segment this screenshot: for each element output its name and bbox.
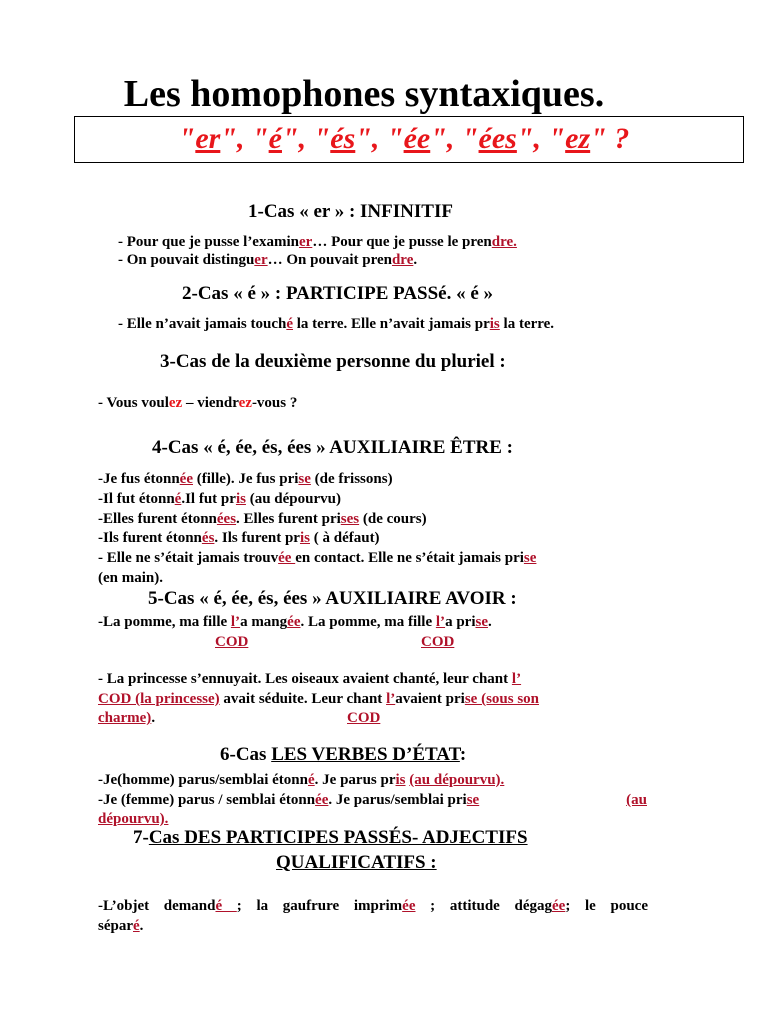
text: -La pomme, ma fille <box>98 614 231 630</box>
text: . <box>413 252 418 268</box>
section-5-line-4 <box>98 708 155 728</box>
section-4-heading: 4-Cas « é, ée, és, ées » AUXILIAIRE ÊTRE : <box>152 437 513 458</box>
text: . <box>487 614 492 630</box>
text: a pri <box>445 614 476 630</box>
ending: is <box>299 530 310 546</box>
form-e: é <box>268 122 282 155</box>
text: sépar <box>98 918 133 934</box>
text: -Ils furent étonn <box>98 530 202 546</box>
section-6-line-3: dépourvu). <box>98 811 169 827</box>
ending: ez <box>168 395 183 411</box>
text: – viendr <box>182 395 239 411</box>
form-es: és <box>330 122 356 155</box>
text: (de frissons) <box>310 471 393 487</box>
cod-phrase: COD (la princesse) <box>98 691 220 707</box>
section-3-line-1 <box>98 393 297 413</box>
quote: ", " <box>430 122 479 155</box>
text: … Pour que je pusse le pren <box>312 234 492 250</box>
text: avait séduite. Leur chant <box>219 691 387 707</box>
section-6-heading <box>220 744 466 766</box>
text: 7- <box>133 827 149 848</box>
section-7-line-1 <box>98 896 648 916</box>
text: . Je parus/semblai pri <box>328 792 467 808</box>
quote: " ? <box>590 122 630 155</box>
text: - Elle ne s’était jamais trouv <box>98 550 279 566</box>
text: en contact. Elle ne s’était jamais pri <box>295 550 524 566</box>
text: - Elle n’avait jamais touch <box>118 316 287 332</box>
ending: dre. <box>491 234 517 250</box>
text: . Je parus pr <box>314 772 396 788</box>
ending: ses <box>340 511 360 527</box>
ending: er <box>298 234 313 250</box>
text: la terre. Elle n’avait jamais pr <box>293 316 490 332</box>
text: . Ils furent pr <box>214 530 300 546</box>
section-4-line-6: (en main). <box>98 570 163 586</box>
section-4-line-3 <box>98 509 427 529</box>
ending: se <box>475 614 488 630</box>
section-6-line-1 <box>98 770 504 790</box>
ending: dre <box>391 252 414 268</box>
ending: ée <box>402 898 416 914</box>
text: - On pouvait distingu <box>118 252 255 268</box>
pronoun: l’ <box>386 691 396 707</box>
ending: ée <box>287 614 301 630</box>
section-7-line-2 <box>98 916 143 936</box>
pronoun: l’ <box>435 614 446 630</box>
text: (fille). Je fus pri <box>193 471 299 487</box>
text: -L’objet demand <box>98 898 216 914</box>
cod-label: COD <box>347 710 381 726</box>
text: -vous ? <box>251 395 298 411</box>
section-1-line-2 <box>118 250 417 270</box>
text: -Elles furent étonn <box>98 511 217 527</box>
ending: é <box>308 772 315 788</box>
text: avaient pri <box>395 691 465 707</box>
text: -Je(homme) parus/semblai étonn <box>98 772 308 788</box>
text: . Elles furent pri <box>236 511 341 527</box>
section-6-line-2 <box>98 790 647 810</box>
text: ; la gaufrure imprim <box>236 898 403 914</box>
section-4-line-5 <box>98 548 648 568</box>
form-ee: ée <box>403 122 431 155</box>
text: charme) <box>98 710 152 726</box>
ending: is <box>235 491 246 507</box>
section-1-line-1 <box>118 232 517 252</box>
ending: se <box>523 550 537 566</box>
ending: se (sous son <box>464 691 540 707</box>
text: . <box>139 918 144 934</box>
quote: ", " <box>355 122 404 155</box>
quote: ", " <box>281 122 331 155</box>
ending: is <box>489 316 500 332</box>
section-7-heading-line-1 <box>133 827 528 849</box>
section-2-heading: 2-Cas « é » : PARTICIPE PASSé. « é » <box>182 283 494 304</box>
ending: ez <box>238 395 252 411</box>
ending: é <box>286 316 293 332</box>
section-7-heading-line-2: QUALIFICATIFS : <box>276 852 437 873</box>
form-ees: ées <box>478 122 517 155</box>
text: -Je fus étonn <box>98 471 180 487</box>
section-5-line-2 <box>98 669 521 689</box>
ending: ées <box>216 511 237 527</box>
cod-label: COD <box>215 634 249 650</box>
section-4-line-1 <box>98 469 393 489</box>
text: -Il fut étonn <box>98 491 175 507</box>
text: ( à défaut) <box>309 530 380 546</box>
text: la terre. <box>499 316 555 332</box>
text: (au dépourvu) <box>245 491 341 507</box>
ending: se <box>298 471 311 487</box>
ending: is <box>395 772 406 788</box>
pronoun: l’ <box>230 614 241 630</box>
quote: ", " <box>516 122 566 155</box>
pronoun: l’ <box>511 671 522 687</box>
quote: ", " <box>220 122 269 155</box>
form-er: er <box>195 122 221 155</box>
text: .Il fut pr <box>181 491 236 507</box>
text: : <box>459 744 467 765</box>
text: - Pour que je pusse l’examin <box>118 234 299 250</box>
ending: é <box>174 491 182 507</box>
ending: ée <box>552 898 566 914</box>
text: Cas DES PARTICIPES PASSÉS- ADJECTIFS <box>148 827 528 848</box>
section-4-line-2 <box>98 489 341 509</box>
form-ez: ez <box>565 122 591 155</box>
text: 6-Cas <box>220 744 272 765</box>
quote: " <box>178 122 196 155</box>
ending: és <box>201 530 215 546</box>
text: (au <box>626 792 647 808</box>
section-2-line-1 <box>118 314 554 334</box>
section-5-line-3 <box>98 689 539 709</box>
ending: ée <box>179 471 193 487</box>
text: (de cours) <box>359 511 427 527</box>
ending: se <box>466 792 480 808</box>
ending: ée <box>278 550 296 566</box>
text: LES VERBES D’ÉTAT <box>271 744 460 765</box>
text: . <box>151 710 156 726</box>
ending: er <box>254 252 268 268</box>
section-5-line-1 <box>98 612 492 632</box>
section-4-line-4 <box>98 528 380 548</box>
text: . La pomme, ma fille <box>300 614 436 630</box>
text: … On pouvait pren <box>267 252 392 268</box>
section-3-heading: 3-Cas de la deuxième personne du pluriel : <box>160 351 506 372</box>
text: a mang <box>240 614 288 630</box>
section-5-heading: 5-Cas « é, ée, és, ées » AUXILIAIRE AVOIR : <box>148 588 517 609</box>
text: -Je (femme) parus / semblai étonn <box>98 792 316 808</box>
section-1-heading: 1-Cas « er » : INFINITIF <box>248 201 453 222</box>
text: - Vous voul <box>98 395 169 411</box>
text: (au dépourvu). <box>409 772 505 788</box>
text: ; le pouce <box>565 898 648 914</box>
cod-label: COD <box>421 634 455 650</box>
text: - La princesse s’ennuyait. Les oiseaux avaient chanté, leur chant <box>98 671 512 687</box>
ending: ée <box>315 792 329 808</box>
ending: é <box>215 898 237 914</box>
homophones-box <box>74 116 744 163</box>
page-title: Les homophones syntaxiques. <box>123 73 605 115</box>
text: ; attitude dégag <box>415 898 552 914</box>
ending: é <box>133 918 140 934</box>
